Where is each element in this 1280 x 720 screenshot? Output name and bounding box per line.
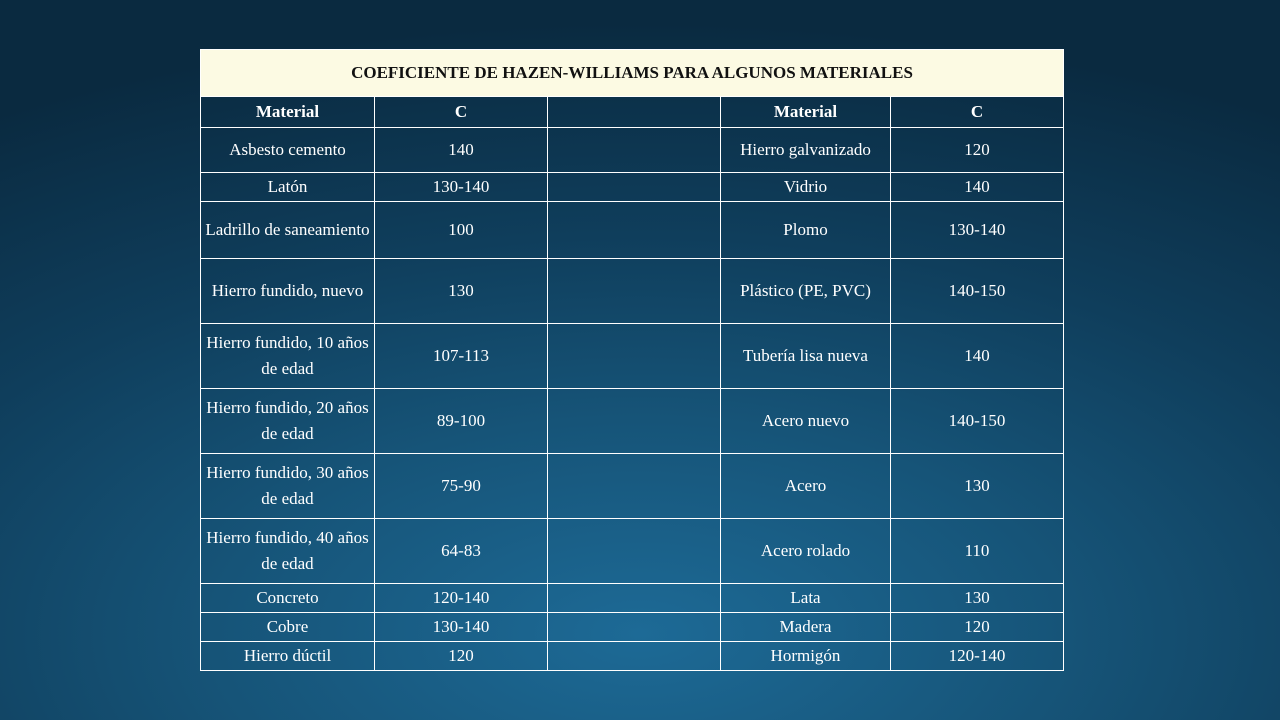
material-left-cell: Asbesto cemento [201,128,375,173]
material-left-cell: Hierro fundido, 40 años de edad [201,519,375,584]
table-title: COEFICIENTE DE HAZEN-WILLIAMS PARA ALGUNOS MATERIALES [201,50,1064,97]
c-right-cell: 110 [891,519,1064,584]
material-right-cell: Plástico (PE, PVC) [721,259,891,324]
header-row [201,97,1064,128]
table-row [201,324,1064,389]
material-right-cell: Vidrio [721,173,891,202]
material-right-cell: Tubería lisa nueva [721,324,891,389]
hazen-williams-table-container [200,49,1063,671]
c-right-cell: 130 [891,584,1064,613]
table-row [201,519,1064,584]
spacer-cell [548,519,721,584]
c-left-cell: 120 [375,642,548,671]
c-right-cell: 130-140 [891,202,1064,259]
c-right-cell: 120-140 [891,642,1064,671]
material-right-cell: Acero [721,454,891,519]
spacer-cell [548,389,721,454]
c-right-cell: 130 [891,454,1064,519]
c-right-cell: 120 [891,128,1064,173]
table-row [201,259,1064,324]
spacer-cell [548,173,721,202]
material-right-cell: Plomo [721,202,891,259]
spacer-cell [548,202,721,259]
c-left-cell: 140 [375,128,548,173]
spacer-cell [548,324,721,389]
material-right-cell: Acero rolado [721,519,891,584]
material-right-cell: Lata [721,584,891,613]
table-row [201,584,1064,613]
table-row [201,173,1064,202]
spacer-cell [548,613,721,642]
header-material-left: Material [201,97,375,128]
material-left-cell: Latón [201,173,375,202]
spacer-cell [548,454,721,519]
material-left-cell: Hierro fundido, 10 años de edad [201,324,375,389]
table-row [201,613,1064,642]
c-left-cell: 120-140 [375,584,548,613]
material-right-cell: Acero nuevo [721,389,891,454]
c-right-cell: 120 [891,613,1064,642]
material-left-cell: Hierro fundido, nuevo [201,259,375,324]
c-left-cell: 130-140 [375,173,548,202]
table-row [201,642,1064,671]
header-c-right: C [891,97,1064,128]
material-left-cell: Hierro dúctil [201,642,375,671]
c-left-cell: 130 [375,259,548,324]
spacer-cell [548,259,721,324]
c-right-cell: 140 [891,324,1064,389]
material-right-cell: Hormigón [721,642,891,671]
spacer-cell [548,128,721,173]
c-right-cell: 140-150 [891,259,1064,324]
c-left-cell: 75-90 [375,454,548,519]
table-row [201,454,1064,519]
material-right-cell: Hierro galvanizado [721,128,891,173]
material-left-cell: Concreto [201,584,375,613]
material-left-cell: Hierro fundido, 30 años de edad [201,454,375,519]
c-right-cell: 140 [891,173,1064,202]
table-row [201,128,1064,173]
c-left-cell: 130-140 [375,613,548,642]
header-material-right: Material [721,97,891,128]
c-right-cell: 140-150 [891,389,1064,454]
c-left-cell: 100 [375,202,548,259]
material-left-cell: Hierro fundido, 20 años de edad [201,389,375,454]
spacer-cell [548,584,721,613]
c-left-cell: 64-83 [375,519,548,584]
table-row [201,389,1064,454]
material-right-cell: Madera [721,613,891,642]
hazen-williams-table [200,49,1064,671]
table-row [201,202,1064,259]
header-c-left: C [375,97,548,128]
spacer-cell [548,642,721,671]
header-spacer [548,97,721,128]
material-left-cell: Cobre [201,613,375,642]
c-left-cell: 89-100 [375,389,548,454]
material-left-cell: Ladrillo de saneamiento [201,202,375,259]
c-left-cell: 107-113 [375,324,548,389]
